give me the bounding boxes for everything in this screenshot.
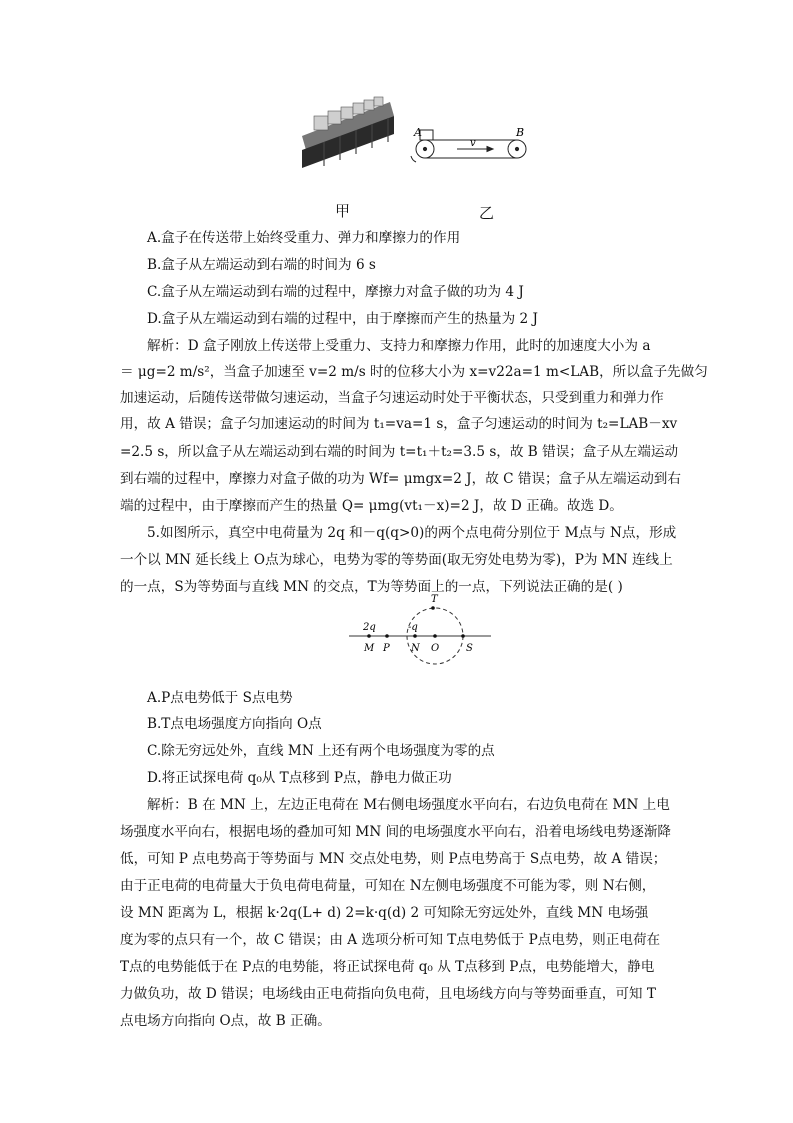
conveyor-photo [302,97,394,168]
charge-figure [345,590,495,670]
q5-stem-line: 一个以 MN 延长线上 O点为球心，电势为零的等势面(取无穷处电势为零)，P为 MN 连线上 [120,552,673,568]
q5-solution-line: 度为零的点只有一个，故 C 错误；由 A 选项分析可知 T点电势低于 P点电势，则正电荷在 [120,932,661,948]
q5-solution-line: 设 MN 距离为 L，根据 k·2q(L+ d) 2=k·q(d) 2 可知除无穷远处外，直线 MN 电场强 [120,905,649,921]
velocity-label: v [470,138,476,149]
q5-solution-line: T点的电势能低于在 P点的电势能，将正试探电荷 q₀ 从 T点移到 P点，电势能增大，静电 [120,959,655,975]
q5-solution-line: 解析：B 在 MN 上，左边正电荷在 M右侧电场强度水平向右，右边负电荷在 MN 上电 [147,797,670,813]
q4-solution-line: 到右端的过程中，摩擦力对盒子做的功为 Wf= μmgx=2 J，故 C 错误；盒子从左端运动到右 [120,471,681,487]
q5-option-c: C.除无穷远处外，直线 MN 上还有两个电场强度为零的点 [147,743,495,759]
q4-solution-line: 用，故 A 错误；盒子匀加速运动的时间为 t₁=va=1 s，盒子匀速运动的时间为 t₂=LAB－xv [120,416,678,432]
figure-label-yi: 乙 [479,204,495,222]
point-p-label: P [383,643,390,654]
point-n-label: N [411,643,420,654]
conveyor-schematic [411,130,526,162]
point-a-label: A [414,126,422,139]
q4-option-a: A.盒子在传送带上始终受重力、弹力和摩擦力的作用 [147,230,461,246]
charge-2q-label: 2q [363,622,376,633]
q4-solution-line: 端的过程中，由于摩擦而产生的热量 Q= μmg(vt₁－x)=2 J，故 D 正确。故选 D。 [120,498,623,514]
point-o-label: O [431,643,440,654]
q4-solution-line: 解析：D 盒子刚放上传送带上受重力、支持力和摩擦力作用，此时的加速度大小为 a [147,338,651,354]
conveyor-figure [290,96,530,178]
q5-option-d: D.将正试探电荷 q₀从 T点移到 P点，静电力做正功 [147,770,452,786]
point-b-label: B [516,126,525,139]
point-t-label: T [431,594,438,605]
q5-option-a: A.P点电势低于 S点电势 [147,690,293,706]
q4-solution-line: ＝ μg=2 m/s²，当盒子加速至 v=2 m/s 时的位移大小为 x=v22a=1 m<LAB，所以盒子先做匀 [120,364,708,380]
q5-option-b: B.T点电场强度方向指向 O点 [147,716,322,732]
q5-solution-line: 由于正电荷的电荷量大于负电荷电荷量，可知在 N左侧电场强度不可能为零，则 N右侧， [120,878,656,894]
charge-neg-q-label: -q [408,622,418,633]
point-s-label: S [466,643,473,654]
q5-stem-line: 的一点，S为等势面与直线 MN 的交点，T为等势面上的一点，下列说法正确的是( ) [120,579,623,595]
q5-stem-line: 5.如图所示，真空中电荷量为 2q 和－q(q>0)的两个点电荷分别位于 M点与 N点，形成 [147,525,677,541]
q4-solution-line: =2.5 s，所以盒子从左端运动到右端的时间为 t=t₁＋t₂=3.5 s，故 B 错误；盒子从左端运动 [120,444,679,460]
q4-option-d: D.盒子从左端运动到右端的过程中，由于摩擦而产生的热量为 2 J [147,311,538,327]
q4-option-b: B.盒子从左端运动到右端的时间为 6 s [147,257,376,273]
point-m-label: M [364,643,375,654]
q4-option-c: C.盒子从左端运动到右端的过程中，摩擦力对盒子做的功为 4 J [147,284,524,300]
q5-solution-line: 低，可知 P 点电势高于等势面与 MN 交点处电势，则 P点电势高于 S点电势，故 A 错误； [120,851,667,867]
figure-label-jia: 甲 [335,202,351,220]
q5-solution-line: 点电场方向指向 O点，故 B 正确。 [120,1013,331,1029]
q5-solution-line: 场强度水平向右，根据电场的叠加可知 MN 间的电场强度水平向右，沿着电场线电势逐渐降 [120,824,672,840]
q5-solution-line: 力做负功，故 D 错误；电场线由正电荷指向负电荷，且电场线方向与等势面垂直，可知 T [120,986,656,1002]
q4-solution-line: 加速运动，后随传送带做匀速运动，当盒子匀速运动时处于平衡状态，只受到重力和弹力作 [120,390,664,406]
